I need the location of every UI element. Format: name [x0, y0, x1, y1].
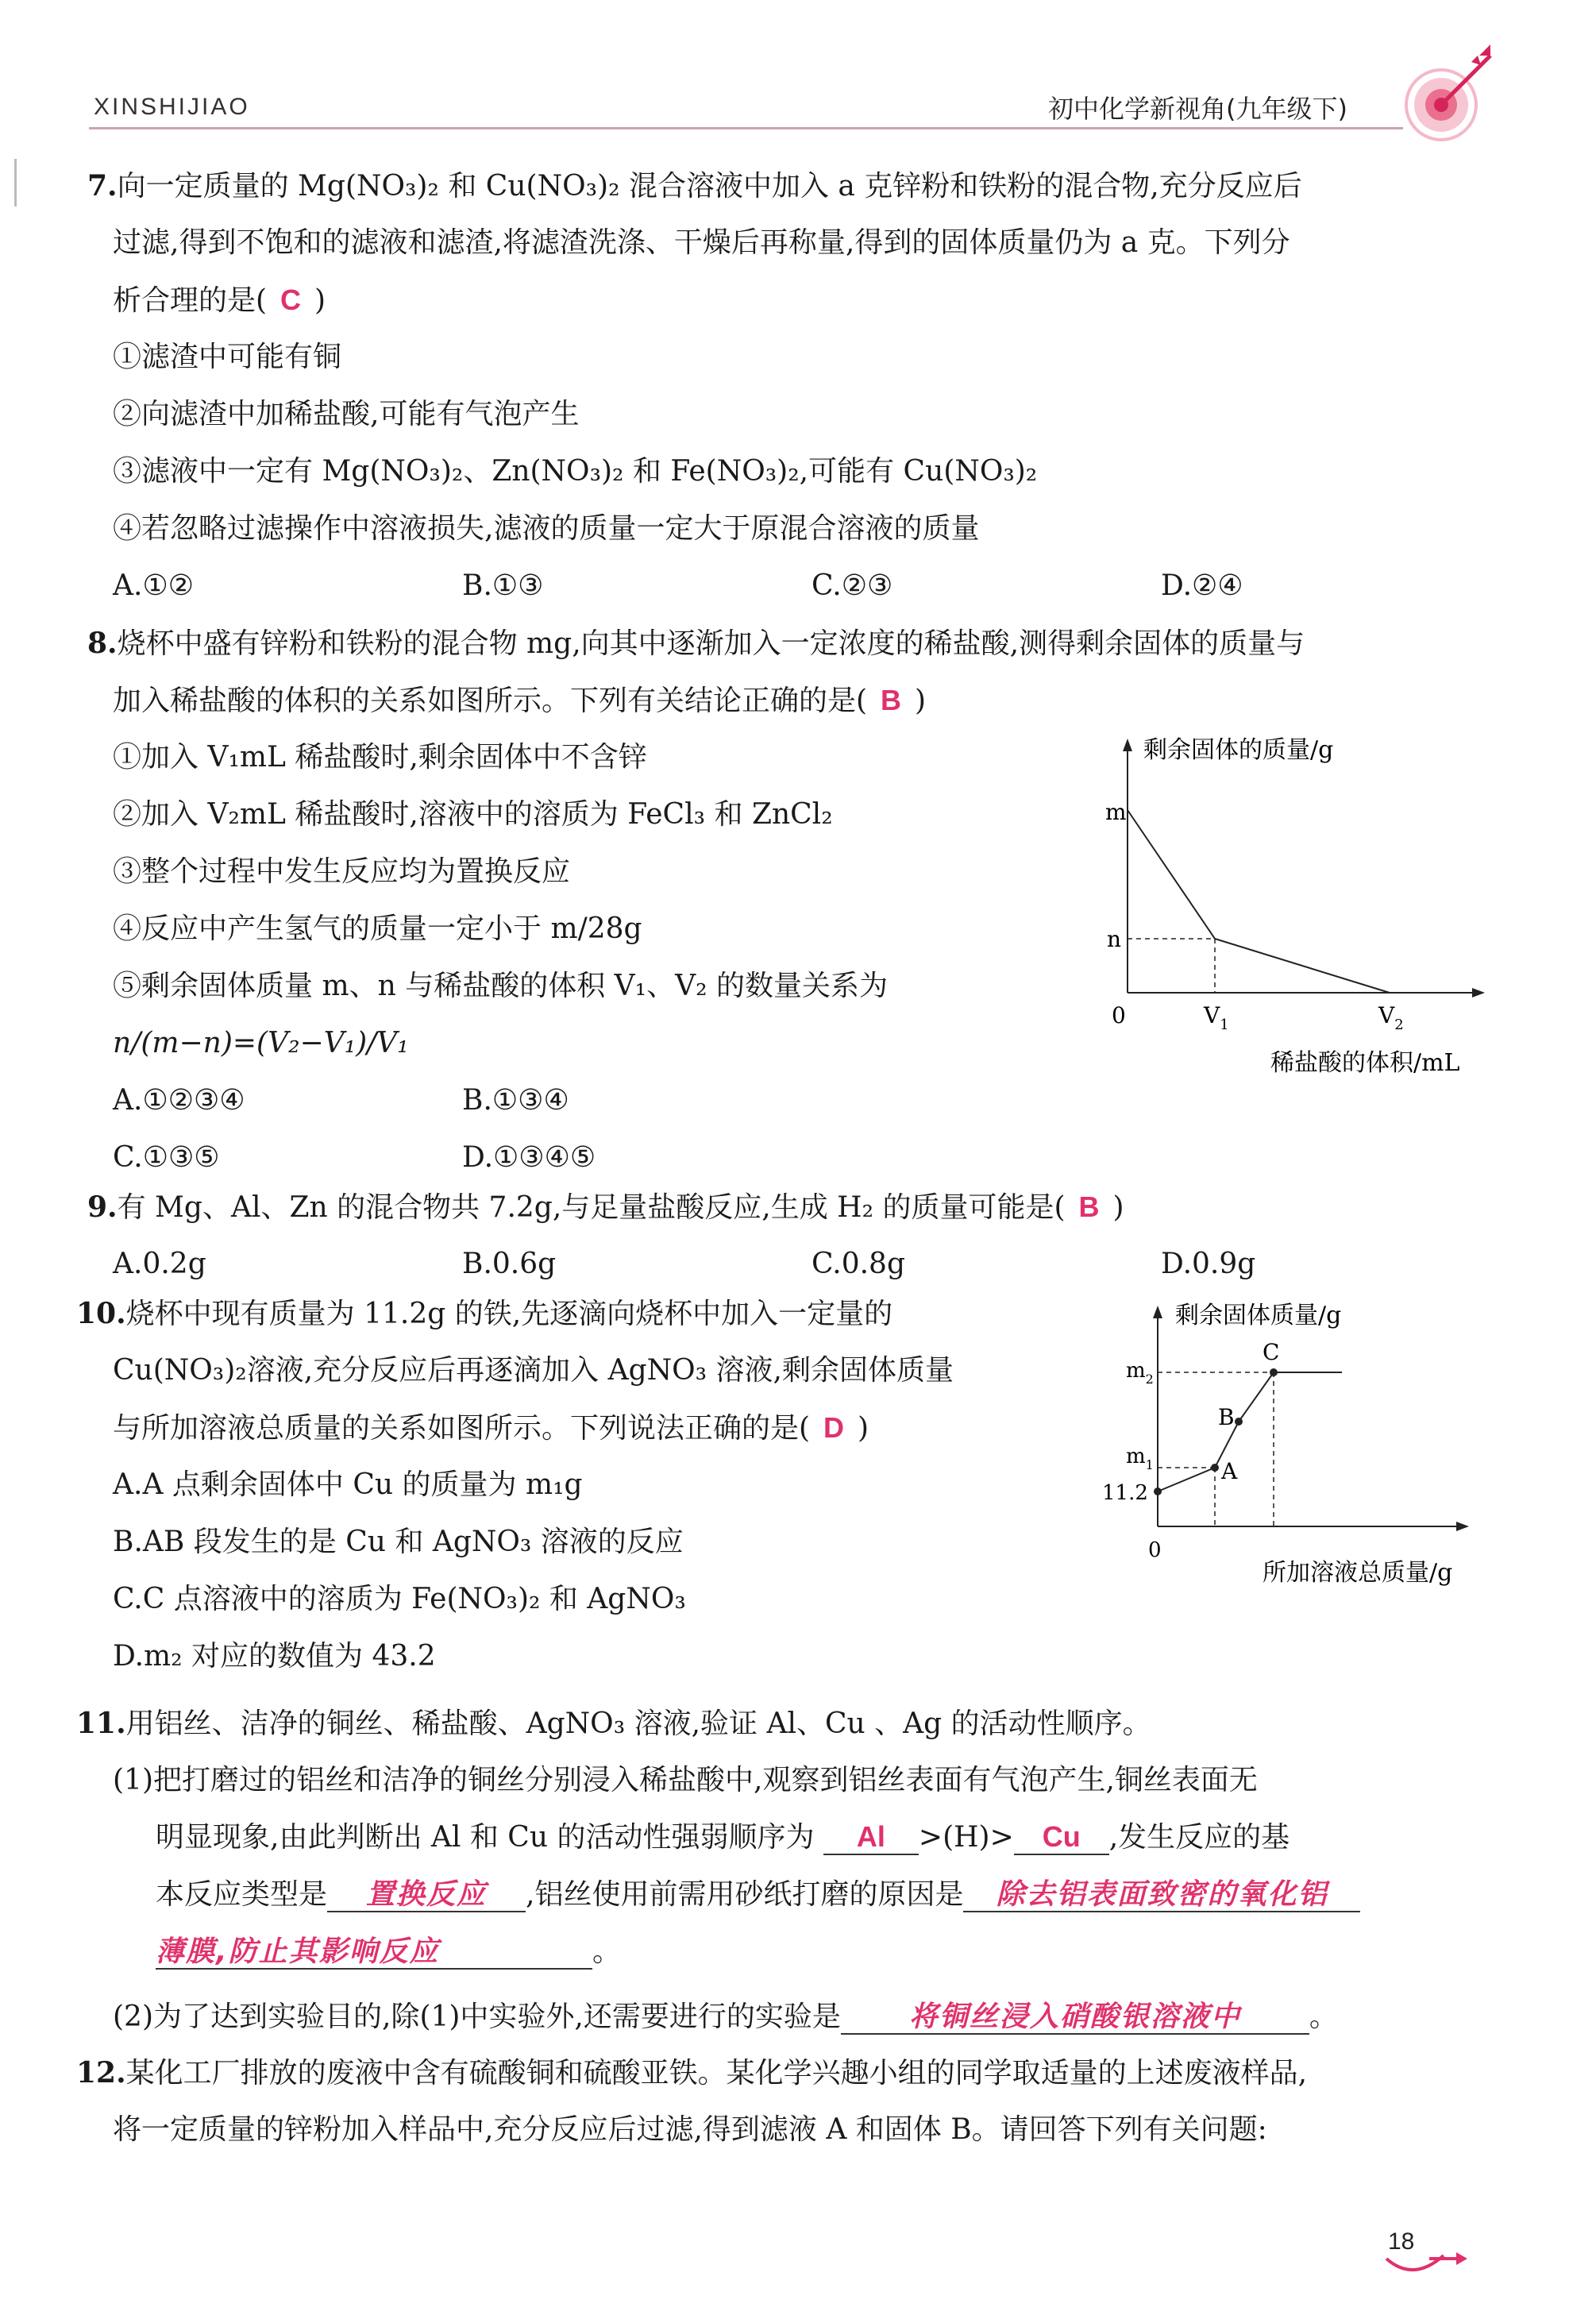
q10-option-a: A.A 点剩余固体中 Cu 的质量为 m₁g [113, 1468, 583, 1501]
q10-data-line [1158, 1372, 1342, 1491]
q10-paren-close: ) [858, 1412, 869, 1445]
q8-relation: n/(m−n)=(V₂−V₁)/V₁ [113, 1027, 409, 1059]
q8-statement-4: ④反应中产生氢气的质量一定小于 m/28g [113, 913, 642, 945]
question-7 [87, 168, 1509, 613]
q12-number: 12. [76, 2056, 126, 2089]
q10-chart-ylabel: 剩余固体质量/g [1175, 1302, 1342, 1329]
q8-chart-xlabel: 稀盐酸的体积/mL [1270, 1049, 1460, 1077]
page-header [0, 0, 1596, 135]
q10-tick-m2: m [1126, 1359, 1146, 1383]
q10-x-arrow-icon [1456, 1522, 1469, 1531]
q8-tick-v1: V [1204, 1002, 1220, 1028]
q11-part1-line3: 本反应类型是 [156, 1878, 328, 1911]
q7-answer: C [280, 284, 302, 316]
header-right-text: 初中化学新视角(九年级下) [1048, 94, 1347, 124]
q11-answer-reason-part1: 除去铝表面致密的氧化铝 [996, 1878, 1328, 1911]
q7-option-d: D.②④ [1161, 569, 1243, 602]
q9-stem: 有 Mg、Al、Zn 的混合物共 7.2g,与足量盐酸反应,生成 H₂ 的质量可能是( [117, 1191, 1066, 1224]
q8-x-arrow-icon [1472, 988, 1485, 997]
svg-text:m2 [1126, 1359, 1154, 1387]
q8-statement-5: ⑤剩余固体质量 m、n 与稀盐酸的体积 V₁、V₂ 的数量关系为 [113, 970, 888, 1002]
q9-answer: B [1078, 1190, 1100, 1223]
question-12 [76, 2055, 1521, 2167]
page-number: 18 [1388, 2228, 1415, 2255]
q9-option-b: B.0.6g [462, 1248, 557, 1280]
q12-stem-line1: 某化工厂排放的废液中含有硫酸铜和硫酸亚铁。某化学兴趣小组的同学取适量的上述废液样品, [125, 2057, 1308, 2089]
q10-stem-line1: 烧杯中现有质量为 11.2g 的铁,先逐滴向烧杯中加入一定量的 [125, 1298, 893, 1330]
q8-tick-m: m [1105, 799, 1127, 825]
q8-stem-line2: 加入稀盐酸的体积的关系如图所示。下列有关结论正确的是( [113, 685, 868, 717]
q8-stem-line1: 烧杯中盛有锌粉和铁粉的混合物 mg,向其中逐渐加入一定浓度的稀盐酸,测得剩余固体的质量与 [117, 627, 1305, 660]
q11-answer-experiment: 将铜丝浸入硝酸银溶液中 [908, 2001, 1241, 2033]
q10-stem-line3: 与所加溶液总质量的关系如图所示。下列说法正确的是( [113, 1412, 811, 1445]
q11-part1-line2-end: ,发生反应的基 [1108, 1821, 1290, 1854]
q8-origin: 0 [1112, 1002, 1126, 1028]
q8-statement-1: ①加入 V₁mL 稀盐酸时,剩余固体中不含锌 [113, 741, 647, 774]
q10-label-b: B [1218, 1404, 1235, 1430]
margin-mark [14, 159, 17, 206]
q8-option-c: C.①③⑤ [113, 1141, 220, 1174]
q10-point-a [1211, 1464, 1219, 1472]
q11-answer-al: Al [856, 1820, 885, 1853]
q10-option-c: C.C 点溶液中的溶质为 Fe(NO₃)₂ 和 AgNO₃ [113, 1583, 686, 1615]
q8-answer: B [881, 684, 902, 716]
q11-answer-reason-part2: 薄膜,防止其影响反应 [156, 1935, 440, 1968]
q10-point-b [1235, 1418, 1243, 1426]
q11-answer-cu: Cu [1042, 1820, 1081, 1853]
q8-option-b: B.①③④ [462, 1084, 569, 1117]
header-rule [89, 127, 1403, 129]
q10-option-b: B.AB 段发生的是 Cu 和 AgNO₃ 溶液的反应 [113, 1526, 684, 1558]
q7-stem-line2: 过滤,得到不饱和的滤液和滤渣,将滤渣洗涤、干燥后再称量,得到的固体质量仍为 a 克。下列分 [113, 226, 1290, 259]
q8-paren-close: ) [915, 685, 927, 717]
q8-y-arrow-icon [1123, 739, 1132, 751]
q10-y-arrow-icon [1153, 1306, 1162, 1318]
q10-answer: D [823, 1411, 845, 1444]
q11-period-1: 。 [592, 1935, 622, 1968]
q11-part1-line2: 明显现象,由此判断出 Al 和 Cu 的活动性强弱顺序为 [156, 1821, 815, 1854]
q8-tick-v2: V [1378, 1002, 1395, 1028]
q7-option-b: B.①③ [462, 569, 544, 602]
q11-number: 11. [76, 1707, 126, 1740]
q9-number: 9. [87, 1190, 118, 1224]
q10-point-c [1270, 1368, 1278, 1376]
question-11 [76, 1706, 1521, 2055]
q10-option-d: D.m₂ 对应的数值为 43.2 [113, 1640, 436, 1673]
page-arrow-icon [1382, 2224, 1477, 2287]
q10-tick-m2-sub: 2 [1145, 1372, 1154, 1387]
q8-tick-v1-sub: 1 [1220, 1017, 1229, 1033]
q11-answer-reaction-type: 置换反应 [366, 1878, 488, 1911]
q11-part2: (2)为了达到实验目的,除(1)中实验外,还需要进行的实验是 [113, 2001, 841, 2033]
svg-text:V2 [1378, 1002, 1404, 1033]
q7-statement-3: ③滤液中一定有 Mg(NO₃)₂、Zn(NO₃)₂ 和 Fe(NO₃)₂,可能有 Cu(NO₃)₂ [113, 455, 1038, 488]
q11-part1-line1: (1)把打磨过的铝丝和洁净的铜丝分别浸入稀盐酸中,观察到铝丝表面有气泡产生,铜丝表面无 [113, 1764, 1258, 1796]
q7-number: 7. [87, 169, 118, 203]
q10-origin: 0 [1148, 1538, 1162, 1562]
q7-statement-4: ④若忽略过滤操作中溶液损失,滤液的质量一定大于原混合溶液的质量 [113, 512, 980, 545]
q7-option-c: C.②③ [811, 569, 893, 602]
page-number-block [1382, 2224, 1477, 2287]
q7-paren-close: ) [314, 284, 326, 317]
q8-option-a: A.①②③④ [113, 1084, 245, 1117]
question-10 [76, 1296, 1108, 1673]
q10-tick-11-2: 11.2 [1102, 1481, 1148, 1505]
q8-option-d: D.①③④⑤ [462, 1141, 596, 1174]
q10-stem-line2: Cu(NO₃)₂溶液,充分反应后再逐滴加入 AgNO₃ 溶液,剩余固体质量 [113, 1354, 954, 1387]
q9-option-d: D.0.9g [1161, 1248, 1256, 1280]
q8-data-line [1128, 810, 1390, 993]
q10-chart [1096, 1295, 1493, 1596]
q10-tick-m1: m [1126, 1445, 1146, 1468]
q9-option-c: C.0.8g [811, 1248, 906, 1280]
question-9 [87, 1190, 1509, 1293]
q8-number: 8. [87, 627, 118, 660]
q9-paren-close: ) [1112, 1191, 1124, 1224]
q8-tick-n: n [1107, 926, 1122, 952]
q7-statement-1: ①滤渣中可能有铜 [113, 341, 342, 373]
q8-chart-ylabel: 剩余固体的质量/g [1143, 736, 1334, 764]
q10-number: 10. [76, 1297, 126, 1330]
svg-text:V1 [1203, 1002, 1229, 1033]
q10-tick-m1-sub: 1 [1145, 1457, 1154, 1472]
header-left-text: XINSHIJIAO [94, 94, 250, 120]
q8-tick-v2-sub: 2 [1394, 1017, 1404, 1033]
q10-point-start [1154, 1487, 1162, 1495]
svg-text:m1 [1126, 1445, 1154, 1472]
q12-stem-line2: 将一定质量的锌粉加入样品中,充分反应后过滤,得到滤液 A 和固体 B。请回答下列有关问题: [113, 2113, 1267, 2146]
q8-statement-2: ②加入 V₂mL 稀盐酸时,溶液中的溶质为 FeCl₃ 和 ZnCl₂ [113, 798, 833, 831]
q10-chart-xlabel: 所加溶液总质量/g [1263, 1559, 1453, 1587]
q10-label-c: C [1263, 1339, 1280, 1365]
q9-option-a: A.0.2g [113, 1248, 206, 1280]
q10-label-a: A [1221, 1458, 1238, 1484]
q8-statement-3: ③整个过程中发生反应均为置换反应 [113, 855, 571, 888]
q7-statement-2: ②向滤渣中加稀盐酸,可能有气泡产生 [113, 398, 580, 430]
q7-option-a: A.①② [113, 569, 194, 602]
q11-part1-line3-mid: ,铝丝使用前需用砂纸打磨的原因是 [526, 1878, 964, 1911]
q11-period-2: 。 [1309, 2001, 1338, 2033]
target-logo-icon [1394, 32, 1505, 143]
q11-order-mid: >(H)> [918, 1821, 1014, 1854]
q8-chart [1096, 731, 1509, 1080]
q7-stem-line3: 析合理的是( [113, 284, 268, 317]
q11-stem: 用铝丝、洁净的铜丝、稀盐酸、AgNO₃ 溶液,验证 Al、Cu 、Ag 的活动性顺序。 [125, 1707, 1151, 1740]
q7-stem-line1: 向一定质量的 Mg(NO₃)₂ 和 Cu(NO₃)₂ 混合溶液中加入 a 克锌粉和铁粉的混合物,充分反应后 [117, 170, 1302, 203]
